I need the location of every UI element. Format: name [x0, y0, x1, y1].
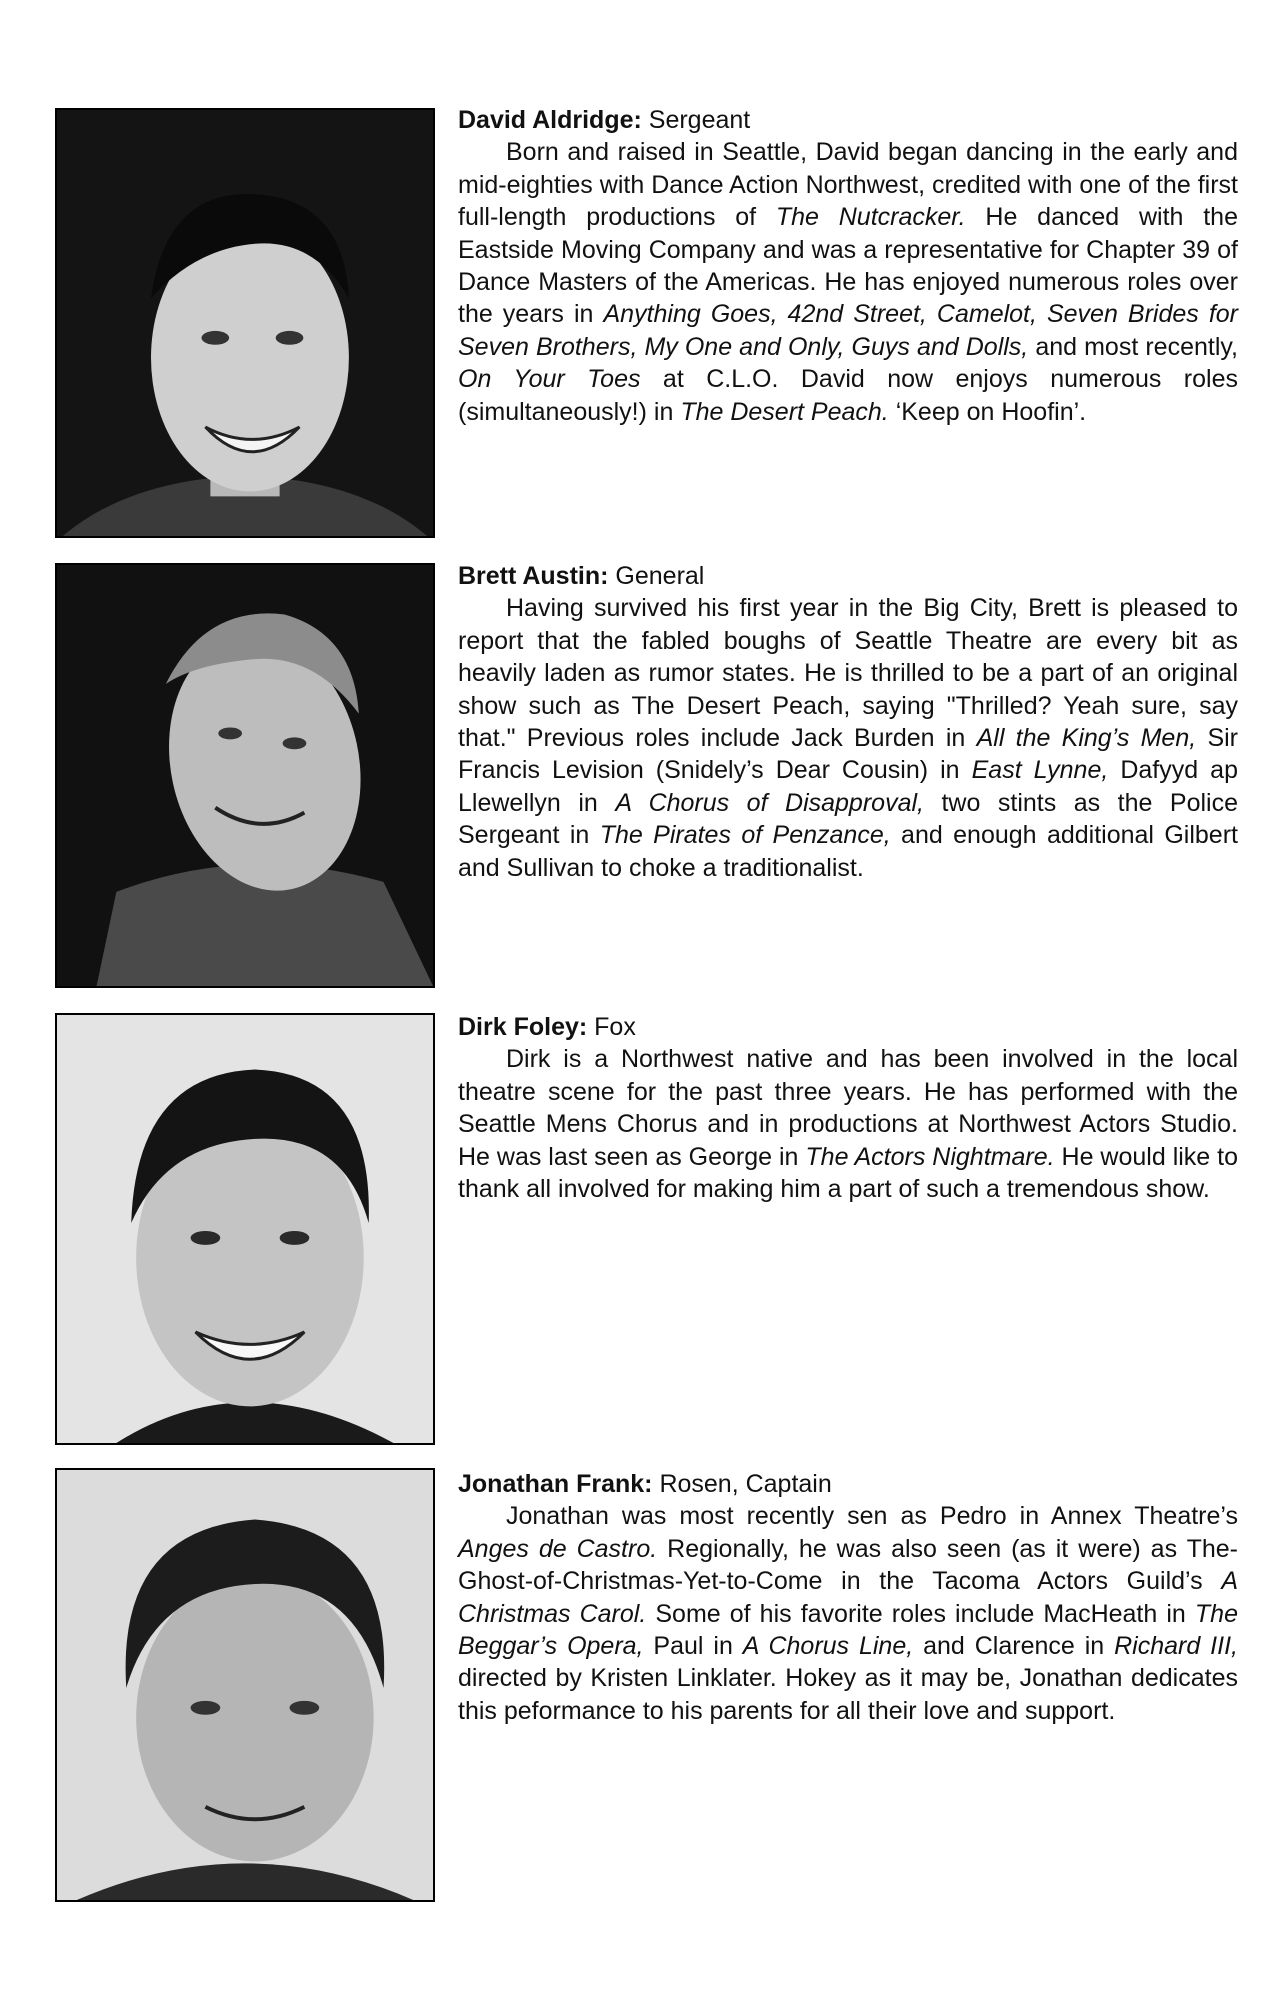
bio-paragraph — [458, 1043, 1238, 1205]
bio-text — [458, 560, 1238, 884]
title-italic: The Nutcracker. — [775, 203, 966, 232]
bio-run: Dafyyd ap Llewellyn in — [458, 756, 1238, 817]
bio-run: and enough additional Gilbert and Sullivan to choke a traditionalist. — [458, 821, 1238, 882]
bio-run: Jonathan was most recently sen as Pedro in Annex Theatre’s — [506, 1502, 1238, 1531]
bio-paragraph — [458, 1500, 1238, 1727]
title-italic: Richard III, — [1114, 1632, 1238, 1661]
actor-role: Fox — [594, 1013, 636, 1041]
title-italic: The Desert Peach. — [680, 397, 889, 426]
title-italic: The Beggar’s Opera, — [458, 1599, 1238, 1661]
title-italic: A Chorus Line, — [742, 1632, 914, 1661]
actor-role: General — [615, 562, 705, 590]
title-italic: On Your Toes — [458, 365, 641, 394]
title-italic: A Chorus of Disapproval, — [615, 788, 924, 817]
actor-name: Brett Austin: — [458, 562, 609, 590]
actor-name: David Aldridge: — [458, 106, 642, 134]
bio-text — [458, 1011, 1238, 1205]
actor-name: Jonathan Frank: — [458, 1470, 653, 1498]
title-italic: Anges de Castro. — [458, 1534, 658, 1563]
bio-run: and Clarence in — [913, 1632, 1115, 1661]
title-italic: A Christmas Carol. — [458, 1567, 1238, 1628]
bio-text — [458, 1468, 1238, 1727]
title-italic: East Lynne, — [971, 756, 1109, 785]
actor-name: Dirk Foley: — [458, 1013, 588, 1041]
bio-run: Born and raised in Seattle, David began dancing in the early and mid-eighties with Dance Action Northwest, credited with one of the first full-length productions of — [458, 138, 1238, 232]
bio-run: He danced with the Eastside Moving Company and was a representative for Chapter 39 of Dance Masters of the Americas. He has enjoyed numerous roles over the years in — [458, 203, 1238, 329]
actor-role: Sergeant — [648, 106, 751, 134]
bio-paragraph — [458, 136, 1238, 428]
headshot-photo — [55, 1468, 435, 1902]
bio-run: directed by Kristen Linklater. Hokey as it may be, Jonathan dedicates this peformance to his parents for all their love and support. — [458, 1664, 1238, 1725]
bio-paragraph — [458, 592, 1238, 884]
bio-run: two stints as the Police Sergeant in — [458, 788, 1238, 850]
bio-text — [458, 104, 1238, 428]
headshot-photo — [55, 1013, 435, 1445]
bio-run: Dirk is a Northwest native and has been involved in the local theatre scene for the past three years. He has performed with the Seattle Mens Chorus and in productions at Northwest Actors Studio. He was last seen as George in — [458, 1045, 1238, 1171]
title-italic: The Pirates of Penzance, — [599, 821, 891, 850]
bio-run: ‘Keep on Hoofin’. — [888, 397, 1087, 426]
bio-run: Having survived his first year in the Big City, Brett is pleased to report that the fabled boughs of Seattle Theatre are every bit as heavily laden as rumor states. He is thrilled to be a part of an original show such as The Desert Peach, saying "Thrilled? Yeah sure, say that." Previous roles include Jack Burden in — [458, 594, 1238, 753]
headshot-photo — [55, 108, 435, 538]
actor-role: Rosen, Captain — [659, 1470, 832, 1498]
bio-run: Paul in — [643, 1632, 743, 1661]
bio-run: Regionally, he was also seen (as it were) as The-Ghost-of-Christmas-Yet-to-Come in the Tacoma Actors Guild’s — [458, 1534, 1238, 1596]
bio-run: He would like to thank all involved for making him a part of such a tremendous show. — [458, 1142, 1239, 1204]
bio-run: at C.L.O. David now enjoys numerous roles (simultaneously!) in — [458, 365, 1238, 426]
bio-run: Sir Francis Levision (Snidely’s Dear Cousin) in — [458, 724, 1238, 785]
title-italic: All the King’s Men, — [976, 724, 1197, 753]
title-italic: Anything Goes, 42nd Street, Camelot, Seven Brides for Seven Brothers, My One and Only, Guys and Dolls, — [458, 300, 1238, 361]
bio-run: and most recently, — [1028, 332, 1238, 361]
bio-run: Some of his favorite roles include MacHeath in — [646, 1599, 1195, 1628]
headshot-photo — [55, 563, 435, 988]
title-italic: The Actors Nightmare. — [805, 1142, 1055, 1171]
